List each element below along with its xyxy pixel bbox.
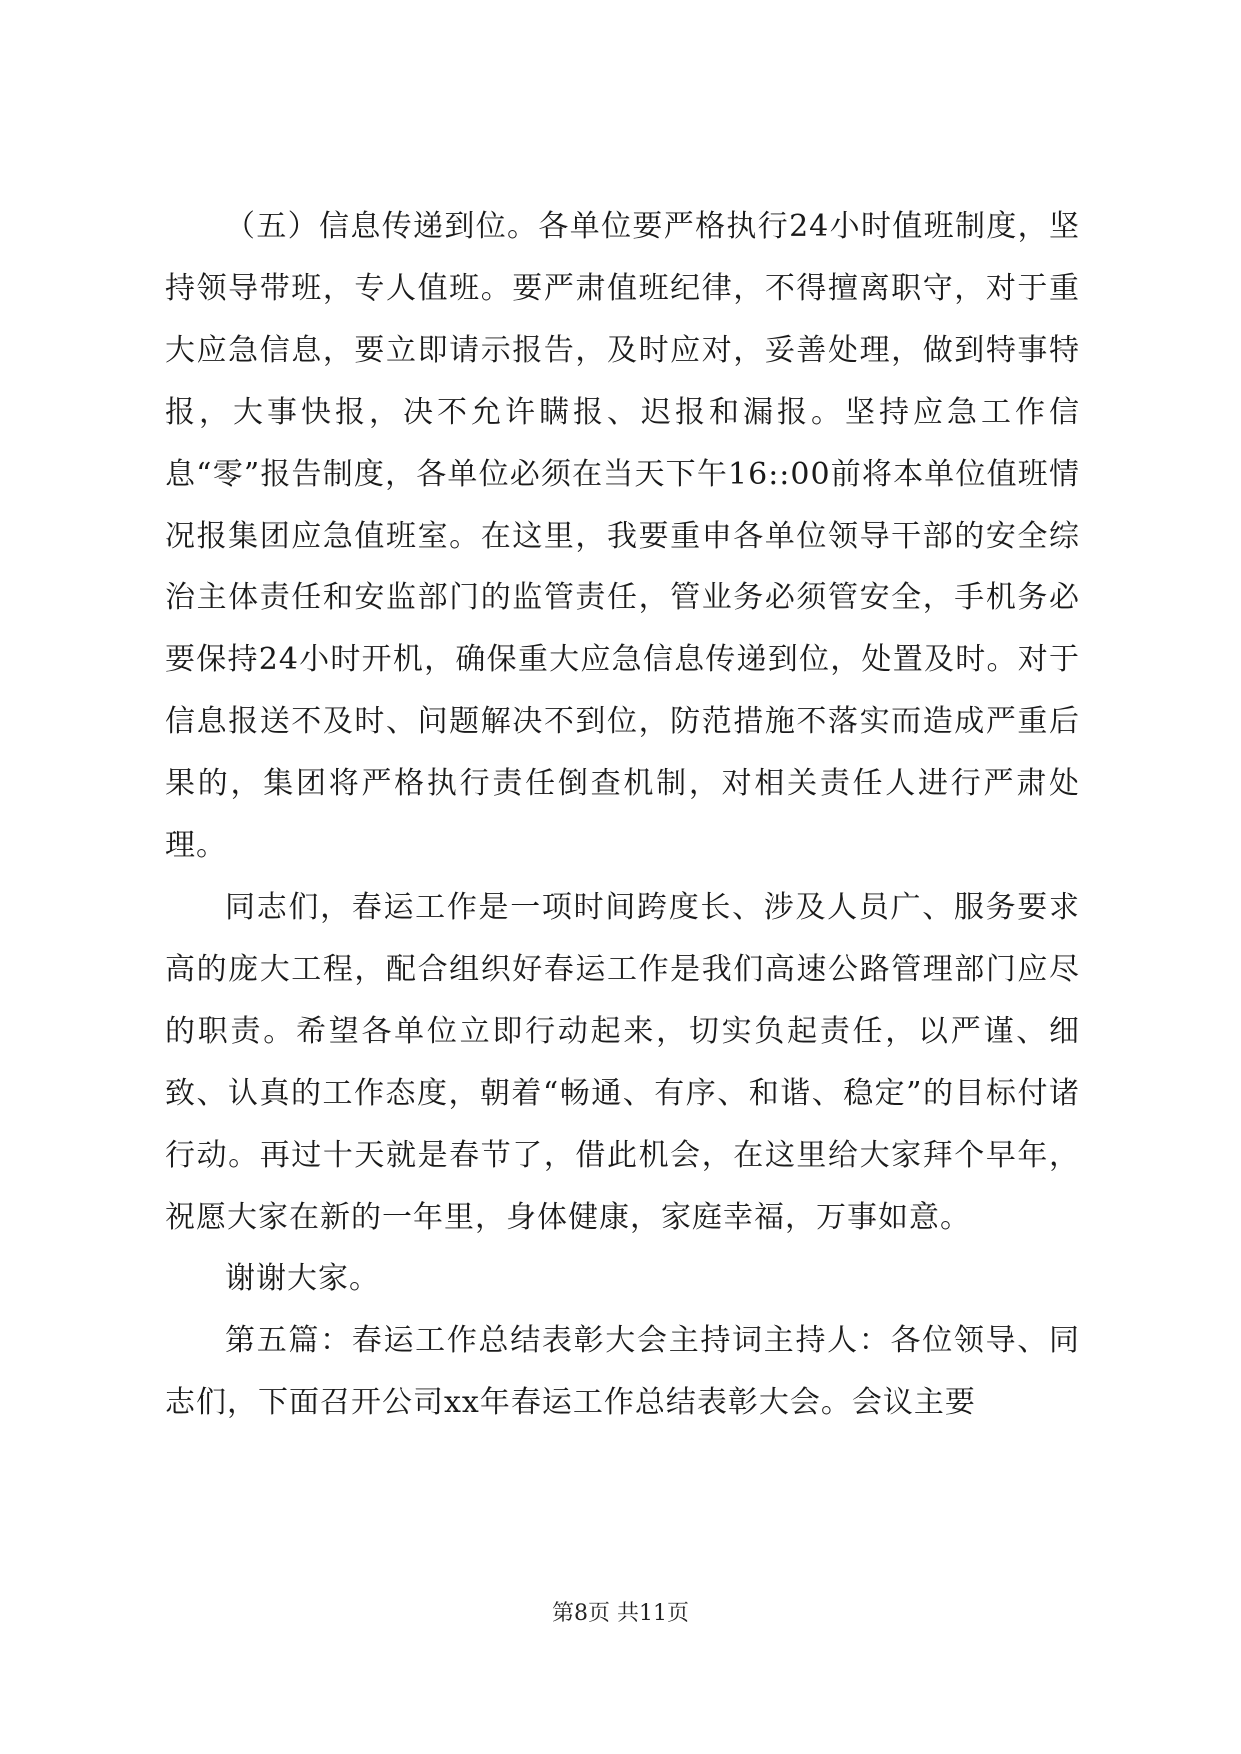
paragraph-thanks: 谢谢大家。 <box>225 1261 380 1297</box>
document-body <box>165 196 1080 1434</box>
paragraph-spring-festival-work: 同志们，春运工作是一项时间跨度长、涉及人员广、服务要求高的庞大工程，配合组织好春运工作是我们高速公路管理部门应尽的职责。希望各单位立即行动起来，切实负起责任，以严谨、细致、认真的工作态度，朝着“畅通、有序、和谐、稳定”的目标付诸行动。再过十天就是春节了，借此机会，在这里给大家拜个早年，祝愿大家在新的一年里，身体健康，家庭幸福，万事如意。 <box>165 889 1080 1235</box>
page-number-footer: 第8页 共11页 <box>552 1601 689 1626</box>
paragraph-info-delivery: （五）信息传递到位。各单位要严格执行24小时值班制度，坚持领导带班，专人值班。要严肃值班纪律，不得擅离职守，对于重大应急信息，要立即请示报告，及时应对，妥善处理，做到特事特报，大事快报，决不允许瞒报、迟报和漏报。坚持应急工作信息“零”报告制度，各单位必须在当天下午16::00前将本单位值班情况报集团应急值班室。在这里，我要重申各单位领导干部的安全综治主体责任和安监部门的监管责任，管业务必须管安全，手机务必要保持24小时开机，确保重大应急信息传递到位，处置及时。对于信息报送不及时、问题解决不到位，防范措施不落实而造成严重后果的，集团将严格执行责任倒查机制，对相关责任人进行严肃处理。 <box>165 209 1080 864</box>
paragraph-chapter-five: 第五篇：春运工作总结表彰大会主持词主持人：各位领导、同志们，下面召开公司xx年春运工作总结表彰大会。会议主要 <box>165 1323 1080 1421</box>
